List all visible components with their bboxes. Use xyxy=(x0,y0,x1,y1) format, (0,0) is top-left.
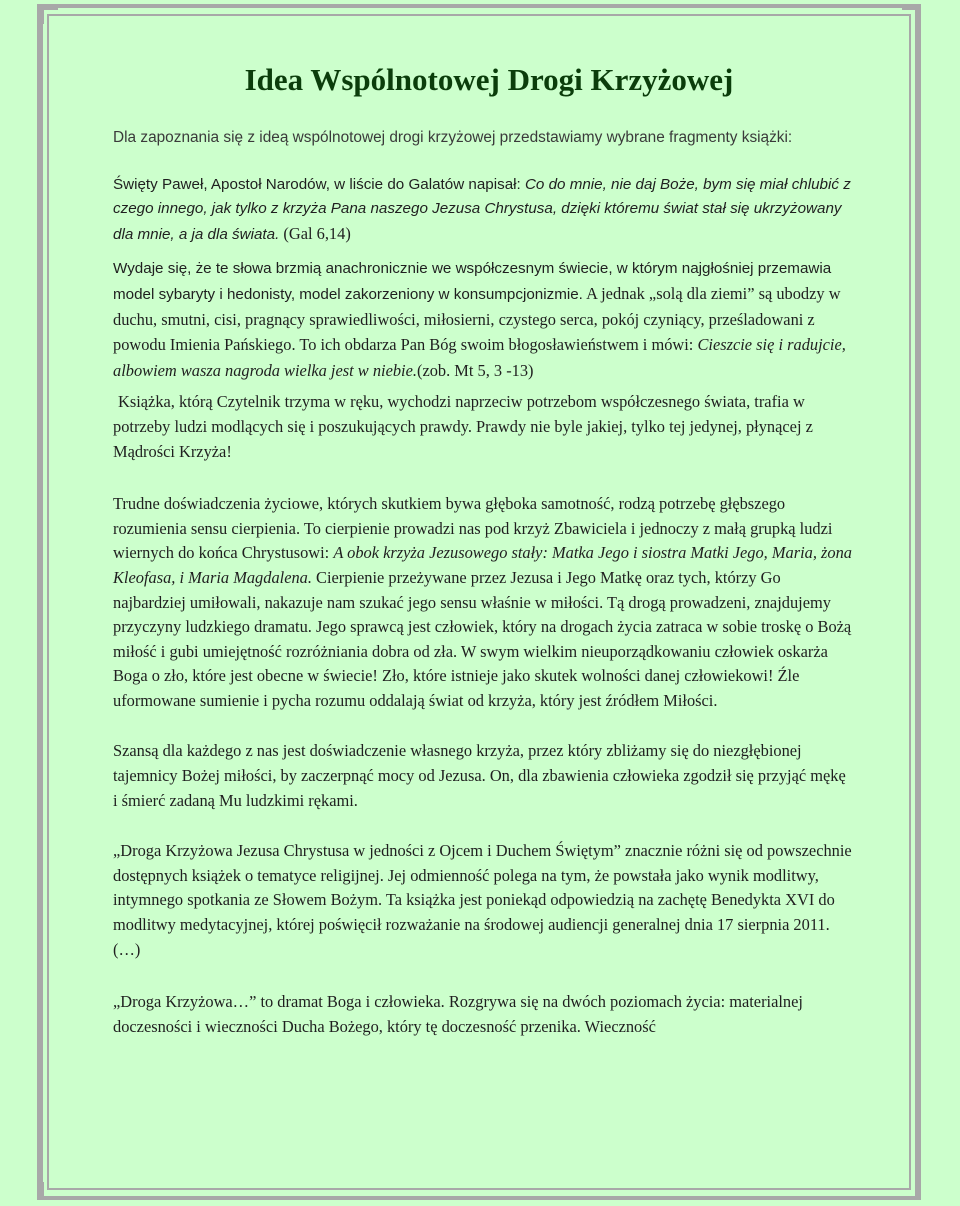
frame-corner-ornament xyxy=(42,1182,58,1198)
paragraph-text: Wydaje się, że te słowa brzmią anachronicznie we współczesnym świecie, w którym najgłośniej przemawia model sybaryty i hedonisty, model zakorzeniony w konsumpcjonizmie. xyxy=(113,260,832,303)
paragraph-text: Cierpienie przeżywane przez Jezusa i Jego Matkę oraz tych, którzy Go najbardziej umiłowali, nakazuje nam szukać jego sensu właśnie w miłości. Tą drogą prowadzeni, znajdujemy przyczyny ludzkiego dramatu. Jego sprawcą jest człowiek, który na drogach życia zatraca w sobie troskę o Bożą miłość i gubi umiejętność rozróżniania dobra od zła. W swym wielkim nieuporządkowaniu człowiek oskarża Boga o zło, które jest obecne w świecie! Zło, które istnieje jako skutek wolności danej człowiekowi! Źle uformowane sumienie i pycha rozumu oddalają świat od krzyża, który jest źródłem Miłości. xyxy=(113,567,852,710)
citation: (Gal 6,14) xyxy=(279,223,351,243)
citation: (zob. Mt 5, 3 -13) xyxy=(416,360,534,380)
frame-corner-ornament xyxy=(42,8,58,24)
quote-text: A obok krzyża Jezusowego stały: Matka Jego i siostra Matki Jego, Maria, żona Kleofasa, i Maria Magdalena. xyxy=(113,543,852,587)
frame-corner-ornament xyxy=(902,8,918,24)
paragraph-book-intro: Książka, którą Czytelnik trzyma w ręku, wychodzi naprzeciw potrzebom współczesnego świata, trafia w potrzeby ludzi modlących się i poszukujących prawdy. Prawdy nie byle jakiej, tylko tej jedynej, płynącej z Mądrości Krzyża! xyxy=(113,392,813,461)
paragraph-text: A jednak „solą dla ziemi” są ubodzy w duchu, smutni, cisi, pragnący sprawiedliwości, miłosierni, czystego serca, pokój czyniący, prześladowani z powodu Imienia Pańskiego. To ich obdarza Pan Bóg swoim błogosławieństwem i mówi: xyxy=(113,283,841,355)
paragraph-chance: Szansą dla każdego z nas jest doświadczenie własnego krzyża, przez który zbliżamy się do niezgłębionej tajemnicy Bożej miłości, by zaczerpnąć mocy od Jezusa. On, dla zbawienia człowieka zgodził się przyjąć mękę i śmierć zadaną Mu ludzkimi rękami. xyxy=(113,741,846,810)
paragraph-text: Święty Paweł, Apostoł Narodów, w liście do Galatów napisał: xyxy=(113,175,525,193)
intro-paragraph: Dla zapoznania się z ideą wspólnotowej drogi krzyżowej przedstawiamy wybrane fragmenty książki: xyxy=(113,129,793,146)
paragraph-suffering xyxy=(113,492,853,713)
quote-text: Cieszcie się i radujcie, albowiem wasza nagroda wielka jest w niebie. xyxy=(113,335,846,380)
paragraph-anachronism xyxy=(113,257,853,384)
paragraph-drama: „Droga Krzyżowa…” to dramat Boga i człowieka. Rozgrywa się na dwóch poziomach życia: materialnej doczesności i wieczności Ducha Bożego, który tę doczesność przenika. Wieczność xyxy=(113,992,803,1036)
paragraph-text: Trudne doświadczenia życiowe, których skutkiem bywa głęboka samotność, rodzą potrzebę głębszego rozumienia sensu cierpienia. To cierpienie prowadzi nas pod krzyż Zbawiciela i jednoczy z małą grupką ludzi wiernych do końca Chrystusowi: xyxy=(113,494,833,563)
frame-corner-ornament xyxy=(902,1182,918,1198)
document-body xyxy=(113,58,853,1039)
page-title: Idea Wspólnotowej Drogi Krzyżowej xyxy=(244,62,734,97)
quote-text: Co do mnie, nie daj Boże, bym się miał chlubić z czego innego, jak tylko z krzyża Pana naszego Jezusa Chrystusa, dzięki któremu świat stał się ukrzyżowany dla mnie, a ja dla świata. xyxy=(113,175,851,243)
paragraph-book-description: „Droga Krzyżowa Jezusa Chrystusa w jedności z Ojcem i Duchem Świętym” znacznie różni się od powszechnie dostępnych książek o tematyce religijnej. Jej odmienność polega na tym, że powstała jako wynik modlitwy, intymnego spotkania ze Słowem Bożym. Ta książka jest poniekąd odpowiedzią na zachętę Benedykta XVI do modlitwy medytacyjnej, której poświęcił rozważanie na środowej audiencji generalnej dnia 17 sierpnia 2011. (…) xyxy=(113,841,852,959)
paragraph-galatians xyxy=(113,173,853,248)
